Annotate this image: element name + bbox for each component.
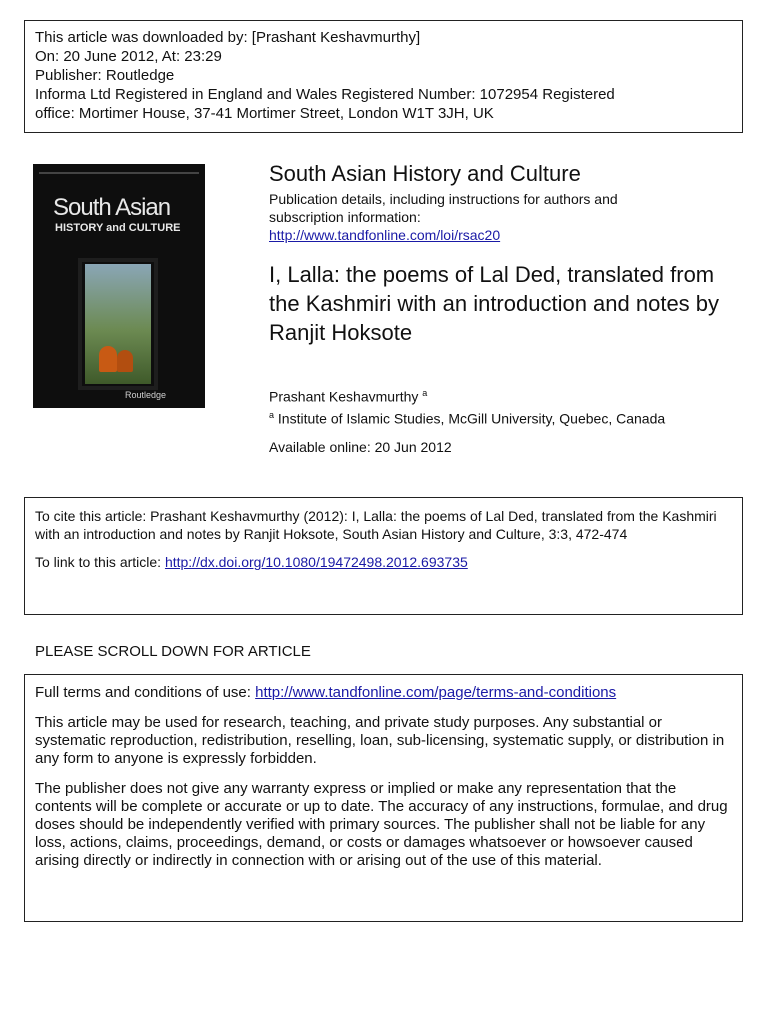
office-address-line: office: Mortimer House, 37-41 Mortimer Street, London W1T 3JH, UK [35,105,494,122]
journal-cover-image [33,164,205,408]
cover-subtitle: HISTORY and CULTURE [55,222,181,234]
cover-title: South Asian [53,194,171,221]
article-link-label: To link to this article: [35,554,162,570]
author-name: Prashant Keshavmurthy [269,388,419,405]
cover-publisher-logo: Routledge [125,390,167,400]
journal-link[interactable]: http://www.tandfonline.com/loi/rsac20 [269,227,501,243]
terms-label: Full terms and conditions of use: [35,684,251,701]
journal-title: South Asian History and Culture [269,161,581,186]
cover-figure [117,350,133,372]
publisher-line: Publisher: Routledge [35,67,175,84]
affiliation-line [269,406,665,428]
citation-text: To cite this article: Prashant Keshavmurthy (2012): I, Lalla: the poems of Lal Ded, translated from the Kashmiri with an introduction and notes by Ranjit Hoksote, South Asian History and Culture, 3:3, 472-474 [35,508,717,542]
available-online-date: Available online: 20 Jun 2012 [269,439,452,455]
publication-details-text: Publication details, including instructions for authors and subscription information: [269,191,618,225]
terms-line [35,684,732,702]
terms-box [24,674,743,922]
affiliation-text: Institute of Islamic Studies, McGill University, Quebec, Canada [277,410,666,427]
scroll-notice: PLEASE SCROLL DOWN FOR ARTICLE [35,643,311,660]
author-line [269,384,427,406]
downloaded-by-line: This article was downloaded by: [Prashant Keshavmurthy] [35,29,421,46]
article-link-line [35,553,732,571]
download-info-box [24,20,743,133]
terms-paragraph-usage: This article may be used for research, teaching, and private study purposes. Any substantial or systematic reproduction, redistribution, reselling, loan, sub-licensing, systematic supply, or distribution in any form to anyone is expressly forbidden. [35,714,725,767]
terms-link[interactable]: http://www.tandfonline.com/page/terms-and-conditions [255,684,617,701]
author-superscript: a [422,388,428,398]
article-title: I, Lalla: the poems of Lal Ded, translated from the Kashmiri with an introduction and notes by Ranjit Hoksote [269,262,720,345]
publication-details [269,190,689,244]
doi-link[interactable]: http://dx.doi.org/10.1080/19472498.2012.693735 [164,554,468,570]
download-date-line: On: 20 June 2012, At: 23:29 [35,48,222,65]
affiliation-superscript: a [269,410,275,420]
citation-box [24,497,743,615]
registration-line: Informa Ltd Registered in England and Wales Registered Number: 1072954 Registered [35,86,615,103]
terms-paragraph-warranty: The publisher does not give any warranty express or implied or make any representation that the contents will be complete or accurate or up to date. The accuracy of any instructions, formulae, and drug doses should be independently verified with primary sources. The publisher shall not be liable for any loss, actions, claims, proceedings, demand, or costs or damages whatsoever or howsoever caused arising directly or indirectly in connection with or arising out of the use of this material. [35,780,728,869]
cover-figure [99,346,117,372]
